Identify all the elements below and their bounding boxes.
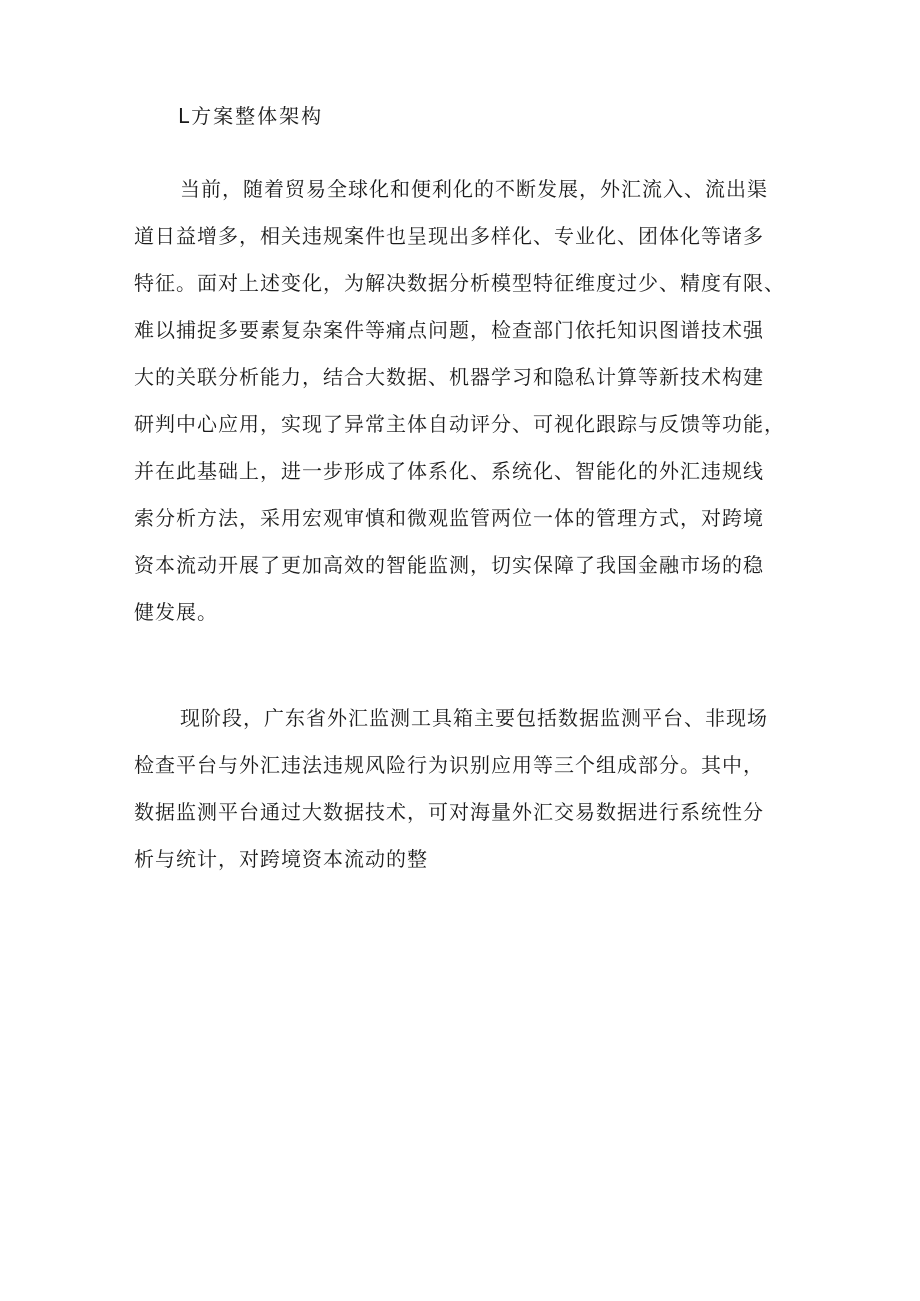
paragraph-line: 难以捕捉多要素复杂案件等痛点问题，检查部门依托知识图谱技术强: [134, 318, 764, 342]
paragraph-line: 当前，随着贸易全球化和便利化的不断发展，外汇流入、流出渠: [180, 177, 768, 201]
paragraph-line: 数据监测平台通过大数据技术，可对海量外汇交易数据进行系统性分: [134, 800, 764, 824]
paragraph-line: 大的关联分析能力，结合大数据、机器学习和隐私计算等新技术构建: [134, 365, 764, 389]
paragraph-line: 资本流动开展了更加高效的智能监测，切实保障了我国金融市场的稳: [134, 553, 764, 577]
paragraph-line: 研判中心应用，实现了异常主体自动评分、可视化跟踪与反馈等功能，: [134, 412, 785, 436]
paragraph-line: 并在此基础上，进一步形成了体系化、系统化、智能化的外汇违规线: [134, 459, 764, 483]
section-heading: L方案整体架构: [178, 104, 324, 128]
paragraph-line: 道日益增多，相关违规案件也呈现出多样化、专业化、团体化等诸多: [134, 224, 764, 248]
paragraph-line: 索分析方法，采用宏观审慎和微观监管两位一体的管理方式，对跨境: [134, 506, 764, 530]
paragraph-line: 健发展。: [134, 600, 218, 624]
paragraph-line: 特征。面对上述变化，为解决数据分析模型特征维度过少、精度有限、: [134, 271, 785, 295]
paragraph-line: 现阶段，广东省外汇监测工具箱主要包括数据监测平台、非现场: [180, 706, 768, 730]
paragraph-line: 析与统计，对跨境资本流动的整: [134, 847, 428, 871]
paragraph-line: 检查平台与外汇违法违规风险行为识别应用等三个组成部分。其中，: [134, 753, 764, 777]
